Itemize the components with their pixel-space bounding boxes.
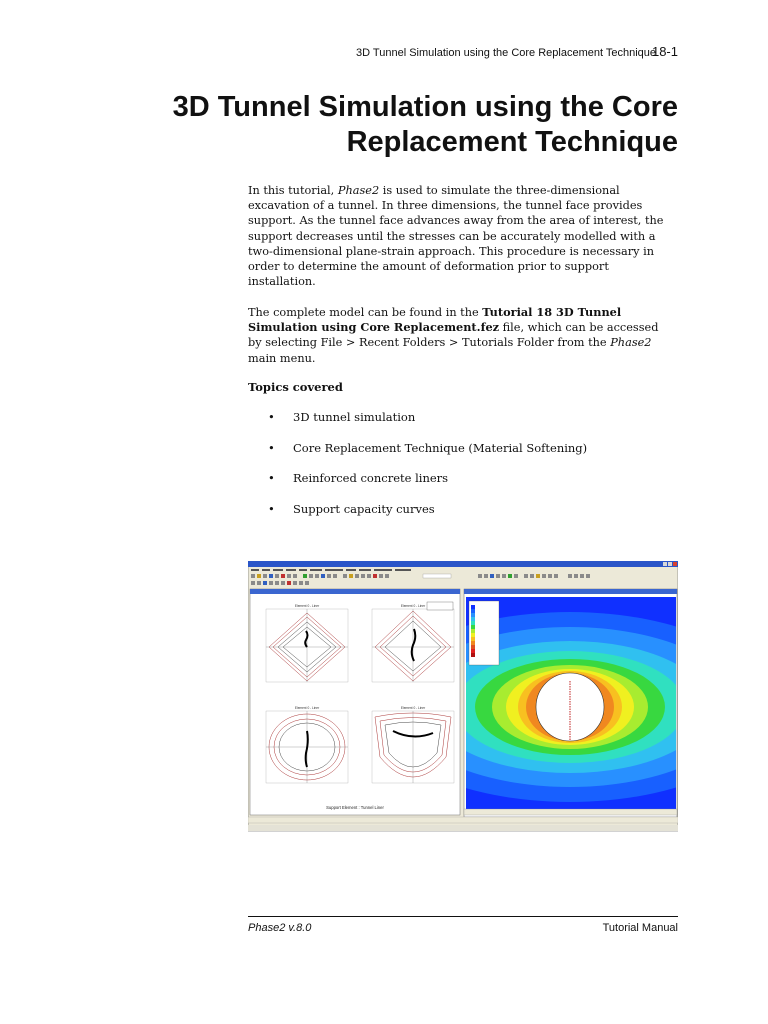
page-title: [118, 90, 678, 160]
list-item: [268, 471, 587, 502]
topics-list: [268, 410, 587, 532]
model-text-start: The complete model can be found in the: [248, 306, 483, 319]
status-bar: [248, 825, 678, 831]
menu-bar[interactable]: [251, 569, 411, 571]
topic-label: Support capacity curves: [293, 501, 435, 516]
legend-box: [427, 602, 453, 610]
window-taskbar[interactable]: [248, 817, 678, 823]
chart-title: Element 0 - Liner: [294, 604, 320, 608]
topic-label: Reinforced concrete liners: [293, 471, 449, 485]
bullet-icon: •: [268, 410, 275, 424]
intro-app-name: Phase2: [337, 184, 380, 197]
chart-title: Element 0 - Liner: [294, 706, 320, 710]
list-item: [268, 502, 587, 533]
page-number: 18-1: [651, 44, 678, 59]
model-location-paragraph: [248, 305, 673, 366]
title-line-1: 3D Tunnel Simulation using the Core: [172, 91, 678, 123]
intro-text-rest: is used to simulate the three-dimensional excavation of a tunnel. In three dimensions, the tunnel face provides support. As the tunnel face advances away from the area of interest, the support decreases until the stresses can be accurately modelled with a two-dimensional plane-strain approach. This procedure is necessary in order to determine the amount of deformation prior to support installation.: [248, 184, 664, 289]
intro-text-start: In this tutorial,: [248, 184, 338, 197]
chart-title: Element 0 - Liner: [400, 604, 426, 608]
capacity-window: [250, 589, 460, 815]
bullet-icon: •: [268, 501, 275, 516]
footer-version: Phase2 v.8.0: [248, 922, 312, 934]
intro-paragraph: [248, 183, 673, 289]
model-text-end: main menu.: [248, 351, 316, 365]
minimize-icon[interactable]: [663, 562, 667, 566]
bullet-icon: •: [268, 471, 275, 485]
model-text-mid: file, which can be accessed by selecting File > Recent Folders > Tutorials Folder from the: [248, 321, 659, 350]
close-icon[interactable]: [673, 562, 677, 566]
application-screenshot: [248, 561, 678, 845]
maximize-icon[interactable]: [668, 562, 672, 566]
running-header: [356, 44, 678, 62]
topic-label: 3D tunnel simulation: [293, 410, 416, 424]
title-line-2: Replacement Technique: [346, 126, 678, 158]
list-item: [268, 441, 587, 472]
window-titlebar: [248, 561, 678, 567]
footer-manual-name: Tutorial Manual: [602, 922, 678, 934]
stage-tabs[interactable]: [464, 809, 677, 815]
model-app-name: Phase2: [610, 336, 652, 350]
topics-heading: Topics covered: [248, 380, 343, 394]
contour-window-titlebar: [464, 589, 677, 594]
topic-label: Core Replacement Technique (Material Softening): [293, 440, 588, 455]
bullet-icon: •: [268, 440, 275, 455]
footer-rule: [248, 916, 678, 917]
chart-title: Element 0 - Liner: [400, 706, 426, 710]
capacity-window-titlebar: [250, 589, 460, 594]
model-file-name: Tutorial 18 3D Tunnel Simulation using Core Replacement.fez: [248, 305, 622, 335]
list-item: [268, 410, 587, 441]
capacity-caption: Support Element : Tunnel Liner: [326, 805, 384, 810]
running-title: 3D Tunnel Simulation using the Core Replacement Technique: [356, 47, 657, 59]
